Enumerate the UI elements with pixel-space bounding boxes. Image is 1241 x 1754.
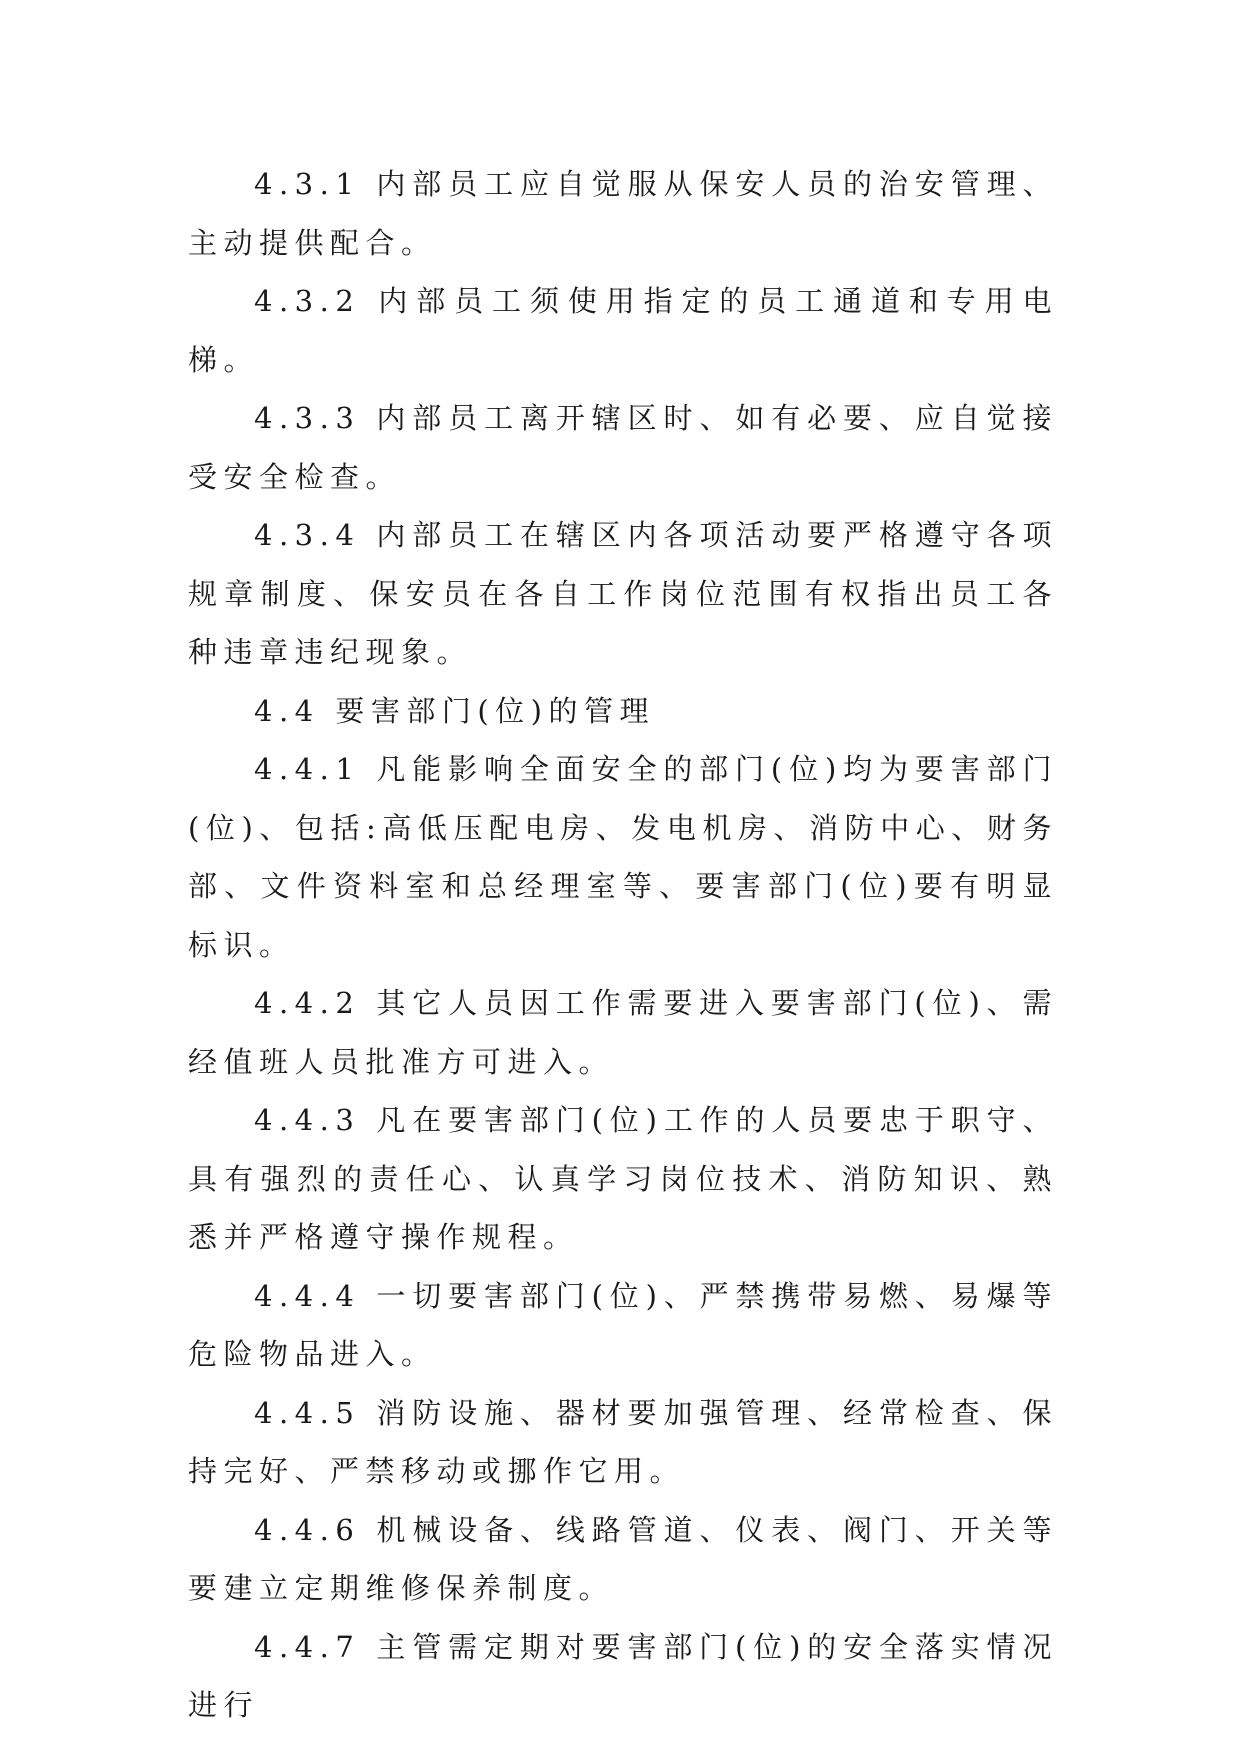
document-page xyxy=(188,155,1058,1735)
paragraph-4-4-1: 4.4.1 凡能影响全面安全的部门(位)均为要害部门(位)、包括:高低压配电房、发电机房、消防中心、财务部、文件资料室和总经理室等、要害部门(位)要有明显标识。 xyxy=(188,752,1058,962)
paragraph-4-4-4: 4.4.4 一切要害部门(位)、严禁携带易燃、易爆等危险物品进入。 xyxy=(188,1278,1058,1371)
paragraph-4-4-5: 4.4.5 消防设施、器材要加强管理、经常检查、保持完好、严禁移动或挪作它用。 xyxy=(188,1395,1058,1488)
paragraph-4-4-6: 4.4.6 机械设备、线路管道、仪表、阀门、开关等要建立定期维修保养制度。 xyxy=(188,1512,1058,1605)
paragraph-4-3-4: 4.3.4 内部员工在辖区内各项活动要严格遵守各项规章制度、保安员在各自工作岗位范围有权指出员工各种违章违纪现象。 xyxy=(188,518,1058,669)
paragraph-4-3-2: 4.3.2 内部员工须使用指定的员工通道和专用电梯。 xyxy=(188,284,1058,377)
paragraph-4-3-3: 4.3.3 内部员工离开辖区时、如有必要、应自觉接受安全检查。 xyxy=(188,401,1058,494)
paragraph-4-3-1: 4.3.1 内部员工应自觉服从保安人员的治安管理、主动提供配合。 xyxy=(188,167,1058,260)
paragraph-4-4-3: 4.4.3 凡在要害部门(位)工作的人员要忠于职守、具有强烈的责任心、认真学习岗位技术、消防知识、熟悉并严格遵守操作规程。 xyxy=(188,1103,1058,1254)
paragraph-4-4-2: 4.4.2 其它人员因工作需要进入要害部门(位)、需经值班人员批准方可进入。 xyxy=(188,986,1058,1079)
paragraph-4-4-7: 4.4.7 主管需定期对要害部门(位)的安全落实情况进行 xyxy=(188,1629,1058,1722)
section-heading-4-4: 4.4 要害部门(位)的管理 xyxy=(254,693,655,728)
